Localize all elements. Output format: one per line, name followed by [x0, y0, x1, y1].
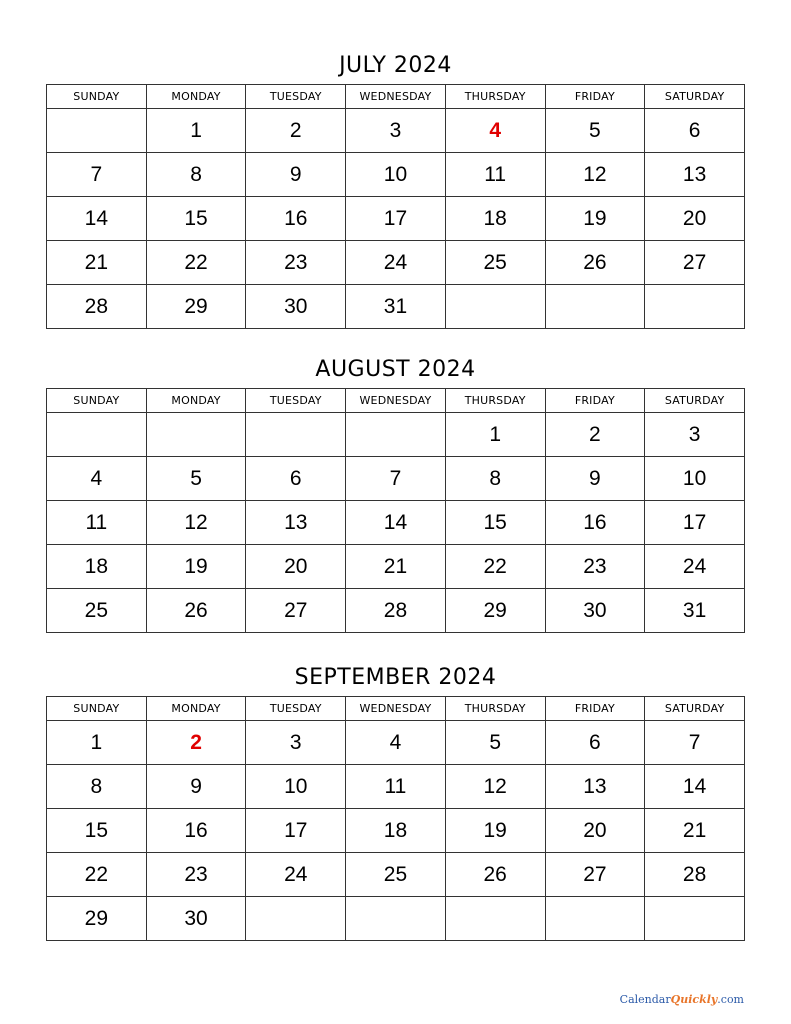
day-cell: 5: [545, 109, 645, 153]
day-cell: 14: [645, 765, 745, 809]
day-cell: 29: [445, 589, 545, 633]
weekday-header-saturday: SATURDAY: [645, 85, 745, 109]
day-cell: 24: [346, 241, 446, 285]
day-cell: 31: [645, 589, 745, 633]
day-cell: 11: [346, 765, 446, 809]
weekday-header-thursday: THURSDAY: [445, 697, 545, 721]
week-row: [47, 545, 745, 589]
week-row: [47, 241, 745, 285]
weekday-header-row: [47, 389, 745, 413]
day-cell: 2: [545, 413, 645, 457]
day-cell: 12: [146, 501, 246, 545]
day-cell: 1: [445, 413, 545, 457]
day-cell: 5: [146, 457, 246, 501]
empty-day-cell: [545, 285, 645, 329]
empty-day-cell: [246, 897, 346, 941]
day-cell: 28: [645, 853, 745, 897]
week-row: [47, 109, 745, 153]
month-title-july: JULY 2024: [339, 53, 452, 78]
holiday-day-cell: 2: [146, 721, 246, 765]
day-cell: 13: [545, 765, 645, 809]
day-cell: 10: [346, 153, 446, 197]
day-cell: 21: [346, 545, 446, 589]
day-cell: 9: [146, 765, 246, 809]
week-row: [47, 457, 745, 501]
day-cell: 26: [445, 853, 545, 897]
empty-day-cell: [346, 413, 446, 457]
day-cell: 1: [146, 109, 246, 153]
day-cell: 27: [645, 241, 745, 285]
day-cell: 24: [645, 545, 745, 589]
week-row: [47, 285, 745, 329]
day-cell: 31: [346, 285, 446, 329]
day-cell: 20: [246, 545, 346, 589]
weekday-header-sunday: SUNDAY: [47, 85, 147, 109]
day-cell: 13: [246, 501, 346, 545]
day-cell: 6: [246, 457, 346, 501]
day-cell: 30: [146, 897, 246, 941]
weekday-header-saturday: SATURDAY: [645, 697, 745, 721]
empty-day-cell: [47, 109, 147, 153]
day-cell: 28: [346, 589, 446, 633]
day-cell: 24: [246, 853, 346, 897]
weekday-header-tuesday: TUESDAY: [246, 389, 346, 413]
weekday-header-sunday: SUNDAY: [47, 389, 147, 413]
day-cell: 17: [645, 501, 745, 545]
day-cell: 18: [445, 197, 545, 241]
day-cell: 3: [346, 109, 446, 153]
day-cell: 4: [47, 457, 147, 501]
weekday-header-tuesday: TUESDAY: [246, 85, 346, 109]
week-row: [47, 501, 745, 545]
weekday-header-friday: FRIDAY: [545, 389, 645, 413]
day-cell: 17: [346, 197, 446, 241]
day-cell: 2: [246, 109, 346, 153]
logo-part-domain: .com: [717, 993, 744, 1006]
month-title-september: SEPTEMBER 2024: [294, 665, 497, 690]
empty-day-cell: [445, 285, 545, 329]
week-row: [47, 197, 745, 241]
day-cell: 18: [47, 545, 147, 589]
day-cell: 10: [246, 765, 346, 809]
week-row: [47, 413, 745, 457]
day-cell: 16: [545, 501, 645, 545]
day-cell: 6: [645, 109, 745, 153]
day-cell: 23: [146, 853, 246, 897]
logo-part-quickly: Quickly: [670, 993, 718, 1006]
logo-part-calendar: Calendar: [619, 993, 671, 1006]
month-title-august: AUGUST 2024: [315, 357, 476, 382]
day-cell: 19: [146, 545, 246, 589]
day-cell: 9: [246, 153, 346, 197]
day-cell: 19: [545, 197, 645, 241]
week-row: [47, 765, 745, 809]
day-cell: 12: [545, 153, 645, 197]
calendar-july: [46, 84, 745, 329]
day-cell: 15: [47, 809, 147, 853]
day-cell: 14: [346, 501, 446, 545]
day-cell: 21: [47, 241, 147, 285]
calendar-september: [46, 696, 745, 941]
day-cell: 8: [445, 457, 545, 501]
day-cell: 11: [445, 153, 545, 197]
empty-day-cell: [246, 413, 346, 457]
day-cell: 4: [346, 721, 446, 765]
day-cell: 15: [146, 197, 246, 241]
empty-day-cell: [146, 413, 246, 457]
weekday-header-wednesday: WEDNESDAY: [346, 85, 446, 109]
weekday-header-monday: MONDAY: [146, 697, 246, 721]
day-cell: 7: [645, 721, 745, 765]
day-cell: 9: [545, 457, 645, 501]
day-cell: 27: [545, 853, 645, 897]
weekday-header-thursday: THURSDAY: [445, 85, 545, 109]
day-cell: 13: [645, 153, 745, 197]
weekday-header-monday: MONDAY: [146, 389, 246, 413]
day-cell: 16: [146, 809, 246, 853]
day-cell: 27: [246, 589, 346, 633]
weekday-header-thursday: THURSDAY: [445, 389, 545, 413]
day-cell: 20: [645, 197, 745, 241]
weekday-header-row: [47, 697, 745, 721]
day-cell: 23: [246, 241, 346, 285]
weekday-header-friday: FRIDAY: [545, 697, 645, 721]
day-cell: 5: [445, 721, 545, 765]
day-cell: 18: [346, 809, 446, 853]
day-cell: 30: [545, 589, 645, 633]
day-cell: 29: [47, 897, 147, 941]
empty-day-cell: [645, 897, 745, 941]
holiday-day-cell: 4: [445, 109, 545, 153]
day-cell: 3: [246, 721, 346, 765]
calendar-august: [46, 388, 745, 633]
day-cell: 26: [146, 589, 246, 633]
day-cell: 3: [645, 413, 745, 457]
day-cell: 25: [47, 589, 147, 633]
empty-day-cell: [545, 897, 645, 941]
week-row: [47, 721, 745, 765]
weekday-header-wednesday: WEDNESDAY: [346, 389, 446, 413]
day-cell: 22: [47, 853, 147, 897]
day-cell: 17: [246, 809, 346, 853]
day-cell: 28: [47, 285, 147, 329]
day-cell: 25: [346, 853, 446, 897]
weekday-header-tuesday: TUESDAY: [246, 697, 346, 721]
day-cell: 29: [146, 285, 246, 329]
day-cell: 15: [445, 501, 545, 545]
weekday-header-friday: FRIDAY: [545, 85, 645, 109]
day-cell: 23: [545, 545, 645, 589]
day-cell: 7: [47, 153, 147, 197]
day-cell: 26: [545, 241, 645, 285]
day-cell: 7: [346, 457, 446, 501]
day-cell: 8: [146, 153, 246, 197]
day-cell: 8: [47, 765, 147, 809]
weekday-header-saturday: SATURDAY: [645, 389, 745, 413]
week-row: [47, 897, 745, 941]
empty-day-cell: [445, 897, 545, 941]
week-row: [47, 809, 745, 853]
day-cell: 10: [645, 457, 745, 501]
week-row: [47, 589, 745, 633]
weekday-header-sunday: SUNDAY: [47, 697, 147, 721]
day-cell: 21: [645, 809, 745, 853]
weekday-header-wednesday: WEDNESDAY: [346, 697, 446, 721]
day-cell: 12: [445, 765, 545, 809]
weekday-header-row: [47, 85, 745, 109]
day-cell: 30: [246, 285, 346, 329]
empty-day-cell: [346, 897, 446, 941]
day-cell: 16: [246, 197, 346, 241]
empty-day-cell: [47, 413, 147, 457]
empty-day-cell: [645, 285, 745, 329]
day-cell: 11: [47, 501, 147, 545]
day-cell: 6: [545, 721, 645, 765]
day-cell: 22: [445, 545, 545, 589]
day-cell: 20: [545, 809, 645, 853]
week-row: [47, 853, 745, 897]
day-cell: 14: [47, 197, 147, 241]
weekday-header-monday: MONDAY: [146, 85, 246, 109]
day-cell: 1: [47, 721, 147, 765]
week-row: [47, 153, 745, 197]
site-logo: [620, 993, 744, 1006]
day-cell: 25: [445, 241, 545, 285]
day-cell: 22: [146, 241, 246, 285]
day-cell: 19: [445, 809, 545, 853]
